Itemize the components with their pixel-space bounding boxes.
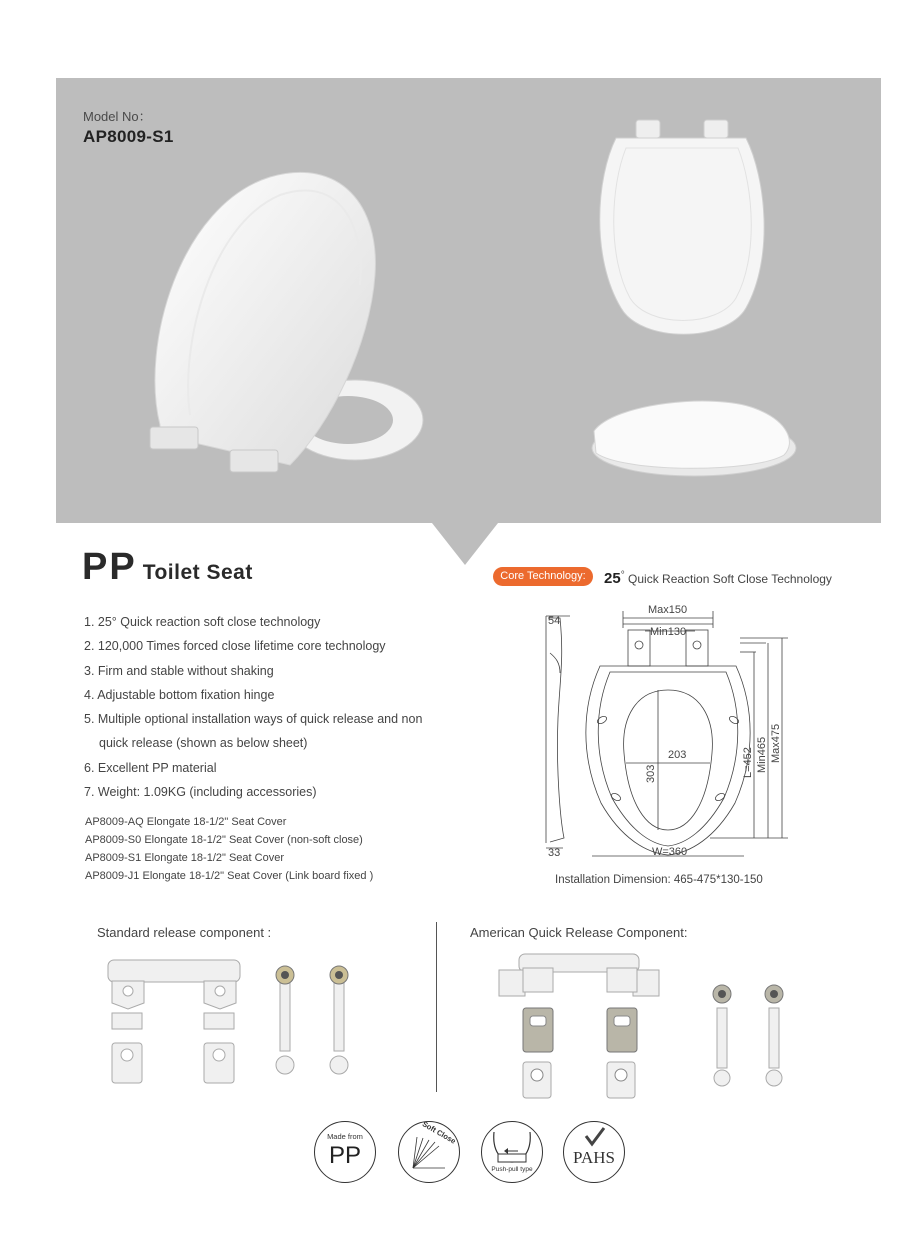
feature-item: 4. Adjustable bottom fixation hinge xyxy=(84,687,275,702)
feature-item: 7. Weight: 1.09KG (including accessories) xyxy=(84,785,317,800)
standard-release-parts-image xyxy=(100,955,370,1090)
product-title xyxy=(82,546,253,589)
dim-max-length: Max475 xyxy=(770,723,782,763)
made-from-value: PP xyxy=(328,1142,361,1169)
core-technology-text xyxy=(604,570,832,587)
hero-notch xyxy=(432,523,498,565)
model-item: AP8009-AQ Elongate 18-1/2" Seat Cover xyxy=(85,816,287,828)
push-pull-label: Push-pull type xyxy=(491,1166,533,1173)
made-from-label: Made from xyxy=(327,1132,363,1141)
standard-component-label: Standard release component : xyxy=(97,925,272,940)
dim-min-width: Min130 xyxy=(650,626,687,638)
model-number: AP8009-S1 xyxy=(83,127,174,146)
dim-max-width: Max150 xyxy=(648,604,688,616)
model-item: AP8009-S1 Elongate 18-1/2" Seat Cover xyxy=(85,852,284,864)
american-component-label: American Quick Release Component: xyxy=(470,925,688,940)
toilet-seat-open-image xyxy=(140,165,430,475)
pahs-label: PAHS xyxy=(573,1148,615,1167)
pahs-icon xyxy=(563,1121,625,1183)
toilet-seat-top-view-image xyxy=(596,118,771,358)
title-material: PP xyxy=(82,546,137,588)
title-product: Toilet Seat xyxy=(142,561,253,584)
model-item: AP8009-S0 Elongate 18-1/2" Seat Cover (non-soft close) xyxy=(85,834,363,846)
dim-side-top: 54 xyxy=(548,615,561,627)
dim-inner-width: 203 xyxy=(668,749,687,761)
model-label: Model No： xyxy=(83,109,152,124)
feature-list xyxy=(84,612,422,806)
core-description: Quick Reaction Soft Close Technology xyxy=(628,572,832,586)
dim-overall-width: W=360 xyxy=(652,846,688,858)
soft-close-label: Soft Close xyxy=(420,1119,458,1146)
dim-side-bottom: 33 xyxy=(548,847,561,859)
feature-item: 5. Multiple optional installation ways of quick release and non xyxy=(84,712,423,727)
push-pull-icon xyxy=(481,1121,543,1183)
feature-item: quick release (shown as below sheet) xyxy=(99,736,308,751)
dim-min-length: Min465 xyxy=(756,736,768,773)
dim-inner-length: 303 xyxy=(645,764,657,783)
component-divider xyxy=(436,922,437,1092)
feature-item: 6. Excellent PP material xyxy=(84,760,217,775)
feature-item: 1. 25° Quick reaction soft close technology xyxy=(84,615,321,629)
american-release-parts-image xyxy=(495,950,795,1100)
soft-close-icon xyxy=(398,1121,460,1183)
toilet-seat-closed-side-image xyxy=(584,393,799,483)
core-angle: 25 xyxy=(604,570,621,587)
dim-length: L=452 xyxy=(742,747,754,778)
dimension-drawing xyxy=(530,598,800,866)
made-from-pp-icon xyxy=(314,1121,376,1183)
installation-dimension: Installation Dimension: 465-475*130-150 xyxy=(555,874,763,886)
feature-item: 2. 120,000 Times forced close lifetime core technology xyxy=(84,639,386,654)
model-item: AP8009-J1 Elongate 18-1/2" Seat Cover (Link board fixed ) xyxy=(85,870,374,882)
core-degree: ° xyxy=(620,570,625,581)
feature-item: 3. Firm and stable without shaking xyxy=(84,663,274,678)
model-list xyxy=(85,813,373,885)
core-technology-badge: Core Technology: xyxy=(493,567,593,586)
